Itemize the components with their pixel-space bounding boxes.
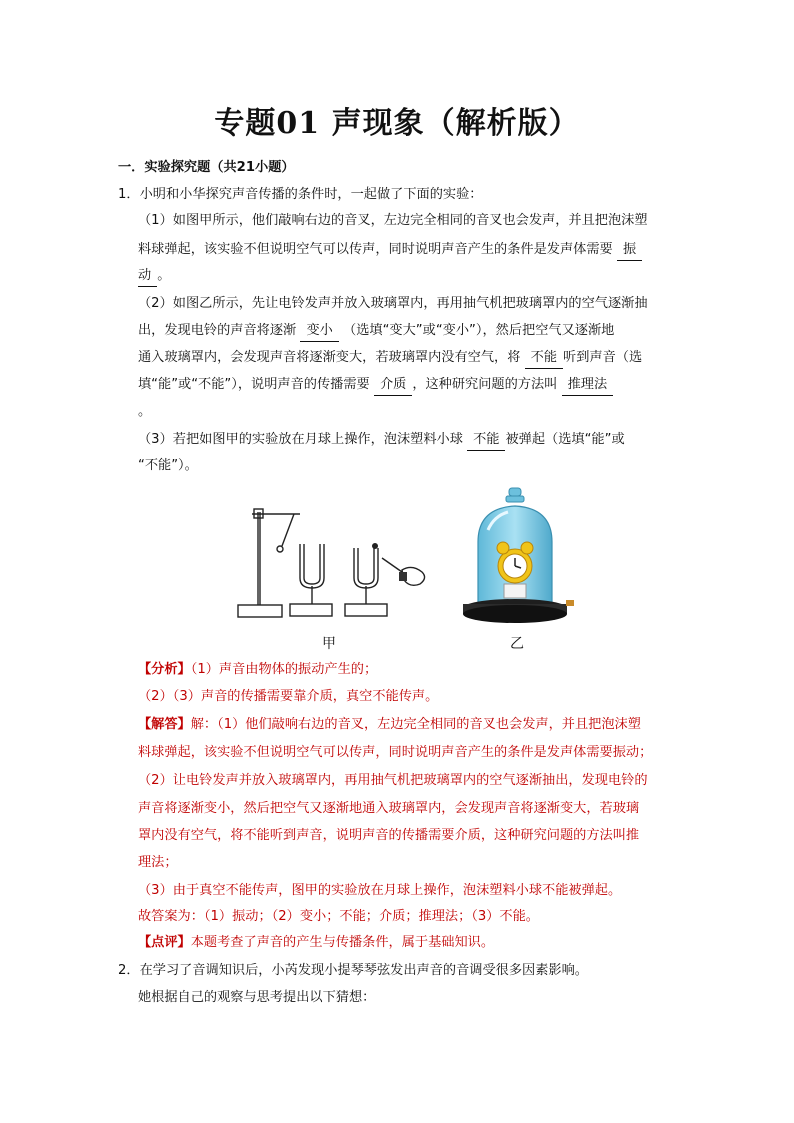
section-heading: 一．实验探究题（共21小题） (118, 160, 295, 175)
q1-part3-line2: “不能”）。 (138, 458, 198, 473)
q1-stem: 1．小明和小华探究声音传播的条件时，一起做了下面的实验： (118, 187, 483, 202)
answer-blank-infer: 推理法 (562, 375, 614, 396)
figure-caption-a: 甲 (322, 636, 336, 652)
q1-part1-line2: 料球弹起，该实验不但说明空气可以传声，同时说明声音产生的条件是发声体需要 振 (138, 240, 642, 261)
answer-blank-cannot: 不能 (525, 348, 563, 369)
q1-part2-line4: 填“能”或“不能”），说明声音的传播需要 介质 ，这种研究问题的方法叫 推理法 (138, 375, 613, 396)
q1-part1-line1: （1）如图甲所示，他们敲响右边的音叉，左边完全相同的音叉也会发声，并且把泡沫塑 (138, 213, 648, 228)
q2-line2: 她根据自己的观察与思考提出以下猜想： (138, 990, 376, 1005)
figure-caption-b: 乙 (510, 636, 524, 652)
q1-part1-line3: 动 。 (138, 266, 170, 287)
solution-line2: 料球弹起，该实验不但说明空气可以传声，同时说明声音产生的条件是发声体需要振动； (138, 745, 653, 760)
q2-stem: 2．在学习了音调知识后，小芮发现小提琴琴弦发出声音的音调受很多因素影响。 (118, 963, 588, 978)
q1-part2-line1: （2）如图乙所示，先让电铃发声并放入玻璃罩内，再用抽气机把玻璃罩内的空气逐渐抽 (138, 296, 648, 311)
final-answer: 故答案为：（1）振动；（2）变小；不能；介质；推理法；（3）不能。 (138, 909, 539, 924)
q1-part2-line3: 通入玻璃罩内，会发现声音将逐渐变大，若玻璃罩内没有空气，将 不能 听到声音（选 (138, 348, 642, 369)
solution-line7: （3）由于真空不能传声，图甲的实验放在月球上操作，泡沫塑料小球不能被弹起。 (138, 883, 622, 898)
tuning-fork-figure (232, 500, 432, 625)
comment-tag: 【点评】 (138, 935, 191, 950)
answer-blank-vibrate: 振 (617, 240, 642, 261)
q1-part2-line2: 出，发现电铃的声音将逐渐 变小 （选填“变大”或“变小”），然后把空气又逐渐地 (138, 321, 614, 342)
analysis-tag: 【分析】 (138, 662, 191, 677)
analysis-line2: （2）（3）声音的传播需要靠介质，真空不能传声。 (138, 689, 439, 704)
comment-line: 【点评】本题考查了声音的产生与传播条件，属于基础知识。 (138, 935, 495, 950)
solution-line4: 声音将逐渐变小，然后把空气又逐渐地通入玻璃罩内，会发现声音将逐渐变大，若玻璃 (138, 801, 640, 816)
q1-part2-line5: 。 (138, 404, 152, 419)
page-title: 专题01 声现象（解析版） (214, 106, 580, 141)
answer-blank-cannot2: 不能 (467, 430, 505, 451)
solution-line1: 【解答】解：（1）他们敲响右边的音叉，左边完全相同的音叉也会发声，并且把泡沫塑 (138, 717, 641, 732)
solution-line5: 罩内没有空气，将不能听到声音，说明声音的传播需要介质，这种研究问题的方法叫推 (138, 828, 640, 843)
solution-line6: 理法； (138, 855, 178, 870)
bell-jar-figure (460, 486, 580, 628)
answer-blank-smaller: 变小 (300, 321, 338, 342)
analysis-line1: 【分析】（1）声音由物体的振动产生的； (138, 662, 378, 677)
answer-blank-medium: 介质 (374, 375, 412, 396)
q1-part3-line1: （3）若把如图甲的实验放在月球上操作，泡沫塑料小球 不能 被弹起（选填“能”或 (138, 430, 625, 451)
solution-tag: 【解答】 (138, 717, 191, 732)
solution-line3: （2）让电铃发声并放入玻璃罩内，再用抽气机把玻璃罩内的空气逐渐抽出，发现电铃的 (138, 773, 648, 788)
